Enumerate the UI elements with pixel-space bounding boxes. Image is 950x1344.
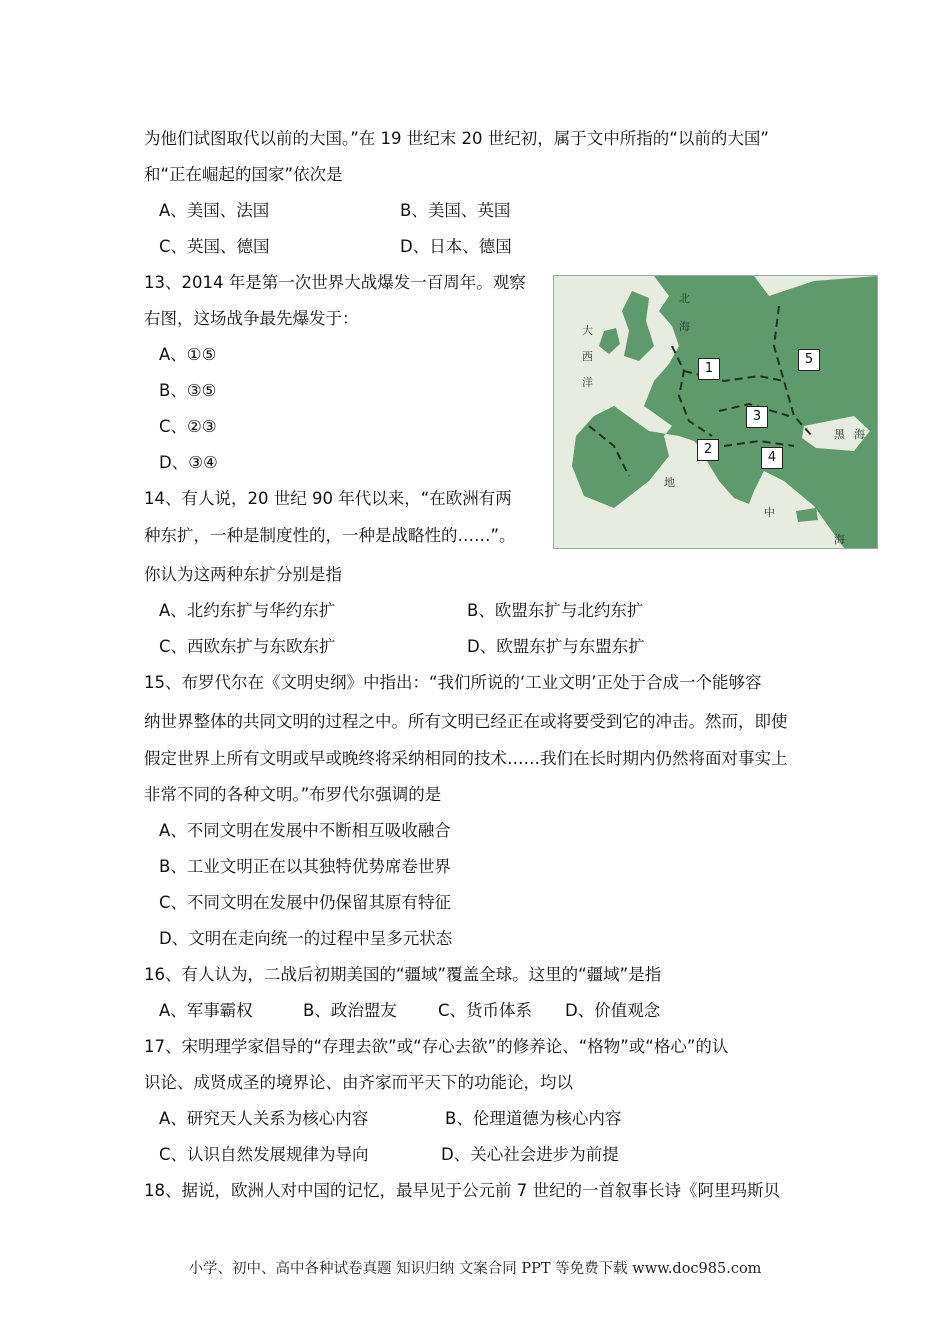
q13-option-c: C、②③ <box>159 417 217 436</box>
map-marker-2: 2 <box>697 439 719 461</box>
q12-option-d: D、日本、德国 <box>400 237 512 256</box>
q13-option-a: A、①⑤ <box>159 345 217 364</box>
map-label-atlantic-2: 西 <box>582 350 593 363</box>
question-16-stem: 16、有人认为，二战后初期美国的“疆域”覆盖全球。这里的“疆域”是指 <box>144 965 662 984</box>
question-14-stem-line-2: 种东扩，一种是制度性的，一种是战略性的……”。 <box>144 526 516 545</box>
map-label-atlantic-1: 大 <box>582 324 593 337</box>
question-13-stem-line-1: 13、2014 年是第一次世界大战爆发一百周年。观察 <box>144 273 526 292</box>
q14-option-c: C、西欧东扩与东欧东扩 <box>159 637 336 656</box>
map-marker-5: 5 <box>798 349 820 371</box>
question-17-stem-line-1: 17、宋明理学家倡导的“存理去欲”或“存心去欲”的修养论、“格物”或“格心”的认 <box>144 1037 729 1056</box>
map-label-med-2: 中 <box>764 506 775 519</box>
q14-option-d: D、欧盟东扩与东盟东扩 <box>467 637 645 656</box>
q13-option-b: B、③⑤ <box>159 381 217 400</box>
question-13-stem-line-2: 右图，这场战争最先爆发于： <box>144 309 359 328</box>
q16-option-d: D、价值观念 <box>565 1001 661 1020</box>
map-label-med-1: 地 <box>664 476 675 489</box>
q12-option-c: C、英国、德国 <box>159 237 270 256</box>
question-15-stem-line-1: 15、布罗代尔在《文明史纲》中指出：“我们所说的‘工业文明’正处于合成一个能够容 <box>144 673 762 692</box>
q15-option-a: A、不同文明在发展中不断相互吸收融合 <box>159 821 451 840</box>
map-label-black-2: 海 <box>854 428 865 441</box>
q17-option-c: C、认识自然发展规律为导向 <box>159 1145 369 1164</box>
q16-option-a: A、军事霸权 <box>159 1001 253 1020</box>
q15-option-d: D、文明在走向统一的过程中呈多元状态 <box>159 929 453 948</box>
question-12-text-line-1: 为他们试图取代以前的大国。”在 19 世纪末 20 世纪初，属于文中所指的“以前的大国” <box>144 129 769 148</box>
europe-map-drawing <box>554 276 877 548</box>
europe-map <box>553 275 878 549</box>
question-15-stem-line-4: 非常不同的各种文明。”布罗代尔强调的是 <box>144 785 442 804</box>
q14-option-a: A、北约东扩与华约东扩 <box>159 601 336 620</box>
q12-option-b: B、美国、英国 <box>400 201 511 220</box>
map-label-black-1: 黑 <box>834 428 845 441</box>
q16-option-c: C、货币体系 <box>438 1001 533 1020</box>
map-label-north-2: 海 <box>679 320 690 333</box>
q14-option-b: B、欧盟东扩与北约东扩 <box>467 601 644 620</box>
q12-option-a: A、美国、法国 <box>159 201 270 220</box>
q13-option-d: D、③④ <box>159 453 218 472</box>
map-label-atlantic-3: 洋 <box>582 376 593 389</box>
map-label-med-3: 海 <box>834 533 845 546</box>
question-14-stem-line-1: 14、有人说，20 世纪 90 年代以来，“在欧洲有两 <box>144 489 512 508</box>
question-12-text-line-2: 和“正在崛起的国家”依次是 <box>144 165 343 184</box>
question-14-stem-line-3: 你认为这两种东扩分别是指 <box>144 565 342 584</box>
question-15-stem-line-2: 纳世界整体的共同文明的过程之中。所有文明已经正在或将要受到它的冲击。然而，即使 <box>144 712 788 731</box>
q16-option-b: B、政治盟友 <box>303 1001 397 1020</box>
q17-option-d: D、关心社会进步为前提 <box>441 1145 619 1164</box>
page-footer: 小学、初中、高中各种试卷真题 知识归纳 文案合同 PPT 等免费下载 www.doc985.com <box>188 1261 762 1277</box>
q15-option-b: B、工业文明正在以其独特优势席卷世界 <box>159 857 451 876</box>
question-15-stem-line-3: 假定世界上所有文明或早或晚终将采纳相同的技术……我们在长时期内仍然将面对事实上 <box>144 749 788 768</box>
q17-option-a: A、研究天人关系为核心内容 <box>159 1109 369 1128</box>
map-label-north-1: 北 <box>679 292 690 305</box>
question-18-stem: 18、据说，欧洲人对中国的记忆，最早见于公元前 7 世纪的一首叙事长诗《阿里玛斯贝 <box>144 1181 780 1200</box>
question-17-stem-line-2: 识论、成贤成圣的境界论、由齐家而平天下的功能论，均以 <box>144 1073 573 1092</box>
map-marker-4: 4 <box>761 447 783 469</box>
map-marker-3: 3 <box>746 406 768 428</box>
q15-option-c: C、不同文明在发展中仍保留其原有特征 <box>159 893 452 912</box>
map-marker-1: 1 <box>698 358 720 380</box>
q17-option-b: B、伦理道德为核心内容 <box>445 1109 622 1128</box>
